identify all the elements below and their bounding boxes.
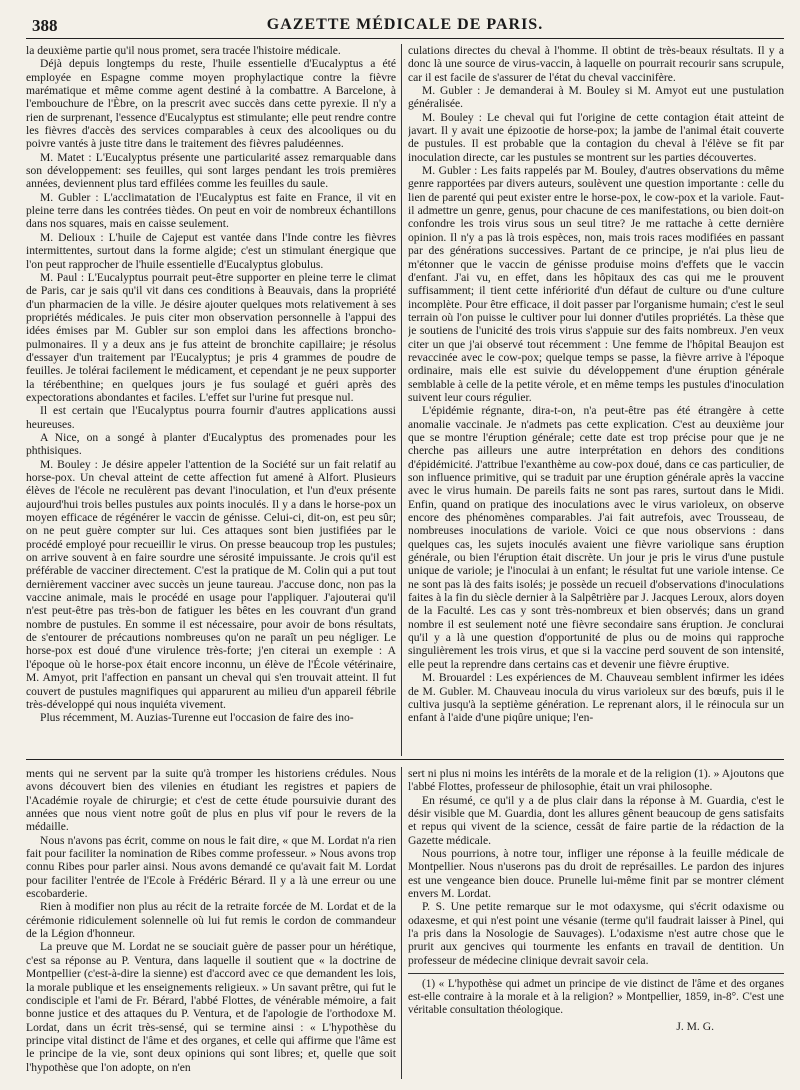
column-divider	[401, 44, 402, 756]
upper-right-column	[408, 44, 784, 756]
paragraph: Plus récemment, M. Auzias-Turenne eut l'occasion de faire des ino-	[40, 711, 354, 725]
lower-right-column	[408, 767, 784, 1079]
paragraph: M. Gubler : Les faits rappelés par M. Bouley, d'autres observations du même genre rapportées par divers auteurs, soulèvent une question importante : celle du lien de parenté qui peut exister entre le horse-pox, le cow-pox et la variole. Faut-il admettre un genre, genus, pour chacune de ces manifestations, ou bien doit-on confondre les trois virus sous un seul titre? Je me rattache à cette dernière opinion. Il n'y a pas là trois espèces, non, mais trois races modifiées en passant par des générations successives. Partant de ce principe, je n'ai plus lieu de m'étonner que le vaccin de génisse produise moins d'effets que le vaccin d'enfant. J'ai vu, en effet, dans les hôpitaux des cas qui me le prouvent suffisamment; il tient cette infériorité d'un défaut de culture ou d'une culture incomplète. Pour être efficace, il doit passer par l'organisme humain; c'est le seul terrain où l'on puisse le cultiver pour lui donner d'utiles propriétés. La thèse que je soutiens de l'unicité des trois virus s'appuie sur des faits nombreux. J'en veux citer un que j'ai observé tout récemment : Une femme de l'hôpital Beaujon est revaccinée avec le cow-pox; quelque temps se passe, la fièvre arrive à l'époque ordinaire, mais elle est suivie du développement d'une éruption générale semblable à celle de la petite vérole, et en même temps les pustules d'inoculation suivent leur cours régulier.	[408, 164, 784, 404]
paragraph: Nous pourrions, à notre tour, infliger une réponse à la feuille médicale de Montpellier. Nous n'userons pas du droit de représailles. Le pardon des injures est une vengeance bien douce. Prunelle lui-même finit par se montrer clément envers M. Lordat.	[408, 847, 784, 901]
upper-left-column	[26, 44, 396, 756]
newspaper-page	[26, 10, 784, 1082]
paragraph: Il est certain que l'Eucalyptus pourra fournir d'autres applications aussi heureuses.	[26, 404, 396, 431]
paragraph: M. Bouley : Le cheval qui fut l'origine de cette contagion était atteint de javart. Il y avait une épizootie de horse-pox; la jambe de l'animal était couverte de pustules. Il est probable que la contagion du cheval à l'élève se fit par inoculation directe, car les pustules se montrent sur les parties découvertes.	[408, 110, 784, 164]
section-divider	[26, 759, 784, 760]
footnote: (1) « L'hypothèse qui admet un principe de vie distinct de l'âme et des organes est-elle contraire à la morale et à la religion? » Montpellier, 1859, in-8°. C'est une véritable consultation théologique.	[408, 978, 784, 1017]
paragraph: La preuve que M. Lordat ne se souciait guère de passer pour un hérétique, c'est sa réponse au P. Ventura, dans laquelle il soutient que « la doctrine de Montpellier (c'est-à-dire la sienne) est d'accord avec ce que demandent les lois, la morale publique et les enseignements religieux. » Un savant prêtre, qui fut le condisciple et l'ami de Fr. Bérard, l'abbé Flottes, de vénérable mémoire, a fait bonne justice et des attaques du P. Ventura, et de l'apologie de l'orthodoxe M. Lordat, dans un écrit très-sensé, qui se termine ainsi : « L'hypothèse du principe vital distinct de l'âme et des organes, et celle qui affirme que l'âme est le principe de la vie, sont deux opinions qui sont libres; et, quelle que soit l'hypothèse que l'on adopte, on n'en	[26, 940, 396, 1074]
paragraph: En résumé, ce qu'il y a de plus clair dans la réponse à M. Guardia, c'est le désir visible que M. Guardia, dont les allures gênent beaucoup de gens satisfaits et repus qui vivent de la science, cessât de faire partie de la rédaction de la Gazette médicale.	[408, 793, 784, 847]
paragraph: culations directes du cheval à l'homme. Il obtint de très-beaux résultats. Il y a donc là une source de virus-vaccin, à laquelle on pourrait recourir sans scrupule, car il est facile de s'assurer de l'état du cheval vaccinifère.	[408, 44, 784, 84]
paragraph: L'épidémie régnante, dira-t-on, n'a peut-être pas été étrangère à cette anomalie vaccinale. Je n'admets pas cette explication. C'est au deuxième jour que se montre l'éruption générale; cette date est trop précise pour que je ne cherche pas ailleurs une autre interprétation en dehors des conditions d'épidémicité. J'attribue l'exanthème au cow-pox doué, dans ce cas particulier, de son influence primitive, qui se traduit par une éruption générale après la vaccine avec le virus humain. De pareils faits ne sont pas rares, surtout dans le Midi. Enfin, quand on pratique des inoculations avec le virus varioleux, on observe encore des phénomènes comparables. J'ai fait autrefois, avec Trousseau, de nombreuses inoculations de variole. Voici ce que nous observions : dans quelques cas, les sujets inoculés avaient une fièvre variolique sans éruption générale, ou bien l'éruption était discrète. Un jour je pris le virus d'une pustule unique de variole; je l'inoculai à un enfant; le résultat fut une variole intense. Ce ne sont pas là des faits isolés; je possède un recueil d'observations d'inoculations faites à la fin du siècle dernier à la Salpêtrière par J. Jacques Leroux, alors doyen de la Faculté. Les cas y sont très-nombreux et bien observés; dans un grand nombre il est seulement noté une fièvre secondaire sans éruption. Je conclurai qu'il y a là une question d'opportunité de plus ou de moins qui rapproche singulièrement les trois virus, et que si la vaccine perd souvent de son intensité, elle peut la reprendre dans certains cas et devenir une fièvre éruptive.	[408, 404, 784, 671]
header-rule	[26, 38, 784, 39]
paragraph: ments qui ne servent par la suite qu'à tromper les historiens crédules. Nous avons découvert bien des vilenies en étudiant les registres et papiers de l'Académie royale de chirurgie; et c'est de cette étude poursuivie durant des années que nous vient notre goût de plus en plus vif pour le revers de la médaille.	[26, 767, 396, 834]
paragraph: M. Brouardel : Les expériences de M. Chauveau semblent infirmer les idées de M. Gubler. M. Chauveau inocula du virus varioleux sur des bœufs, puis il le cultiva jusqu'à la septième génération. Le reprenant alors, il le réinocula sur un enfant à l'aide d'une piqûre unique; l'en-	[408, 671, 784, 725]
paragraph: A Nice, on a songé à planter d'Eucalyptus des promenades pour les phthisiques.	[26, 430, 396, 458]
running-title: GAZETTE MÉDICALE DE PARIS.	[266, 16, 544, 33]
footnote-rule	[408, 973, 784, 974]
lower-section	[26, 767, 784, 1079]
paragraph: M. Bouley : Je désire appeler l'attention de la Société sur un fait relatif au horse-pox. Un cheval atteint de cette affection fut amené à Alfort. Plusieurs élèves de l'école ne reculèrent pas devant l'inoculation, et l'un d'eux présente aujourd'hui trois belles pustules aux points inoculés. Il y a dans le horse-pox un moyen efficace de régénérer le vaccin de génisse. Celui-ci, dit-on, est peu sûr; on ne peut guère compter sur lui. Ces attaques sont bien justifiées par le procédé employé pour recueillir le virus. On presse beaucoup trop les pustules; on arrive souvent à en faire sourdre une sérosité impuissante. Je crois qu'il est préférable de vacciner directement. C'est la pratique de M. Colin qui a put tout dernièrement vacciner avec succès un jeune taureau. J'accuse donc, non pas la vaccine animale, mais le procédé en usage pour l'appliquer. J'ajouterai qu'il n'est peut-être pas très-bon de fatiguer les bêtes en les couvrant d'un grand nombre de pustules. En somme il est nécessaire, pour avoir de bons résultats, de s'entourer de précautions nombreuses qu'on ne paraît un peu négliger. Le horse-pox est doué d'une virulence très-forte; j'en citerai un exemple : A l'époque où le horse-pox était encore inconnu, un élève de l'École vétérinaire, M. Amyot, prit l'affection en pansant un cheval qui s'en trouvait atteint. Il fut couvert de pustules magnifiques qui apparurent au milieu d'un appareil fébrile très-développé qui nous inquiéta vivement.	[26, 457, 396, 711]
page-number: 388	[32, 16, 58, 35]
paragraph: P. S. Une petite remarque sur le mot odaxysme, qui s'écrit odaxisme ou odaxesme, et qui n'est point une vésanie (terme qu'il faudrait laisser à Pinel, qui l'a pris dans la Nosologie de Sauvages). L'odaxisme n'est autre chose que le prurit aux gencives qui tourmente les enfants en travail de dentition. Un professeur de médecine clinique devrait savoir cela.	[408, 900, 784, 967]
paragraph: M. Gubler : L'acclimatation de l'Eucalyptus est faite en France, il vit en pleine terre dans les contrées tièdes. On peut en voir de nombreux échantillons dans nos squares, mais en caisse seulement.	[26, 190, 396, 231]
paragraph: Déjà depuis longtemps du reste, l'huile essentielle d'Eucalyptus a été employée en Espagne comme moyen prophylactique contre la fièvre marématique et même comme agent destiné à la combattre. A Barcelone, à l'embouchure de l'Èbre, on la prescrit avec succès dans cette pyrexie. Il n'y a rien de surprenant, l'essence d'Eucalyptus est stimulante; elle peut rendre contre les fièvres d'accès des services comparables à ceux des alcooliques ou du poivre vantés à juste titre dans le traitement des fièvres paludéennes.	[26, 57, 396, 151]
lower-left-column	[26, 767, 396, 1079]
paragraph: Rien à modifier non plus au récit de la retraite forcée de M. Lordat et de la cérémonie ridiculement solennelle où lui fut remis le cordon de commandeur de la Légion d'honneur.	[26, 900, 396, 941]
page-header	[26, 10, 784, 36]
paragraph: sert ni plus ni moins les intérêts de la morale et de la religion (1). » Ajoutons que l'abbé Flottes, professeur de philosophie, était un vrai philosophe.	[408, 767, 784, 794]
column-divider	[401, 767, 402, 1079]
paragraph: M. Matet : L'Eucalyptus présente une particularité assez remarquable dans son développement: ses feuilles, qui sont larges pendant les trois premières années, deviennent plus tard effilées comme les feuilles du saule.	[26, 150, 396, 191]
paragraph: M. Gubler : Je demanderai à M. Bouley si M. Amyot eut une pustulation généralisée.	[408, 84, 784, 111]
paragraph: la deuxième partie qu'il nous promet, sera tracée l'histoire médicale.	[26, 44, 341, 57]
paragraph: M. Paul : L'Eucalyptus pourrait peut-être supporter en pleine terre le climat de Paris, car je sais qu'il vit dans ces conditions à Beauvais, dans la propriété d'un pharmacien de la ville. Je désire ajouter quelques mots relativement à ses propriétés médicales. Je puis citer mon observation personnelle à l'appui des idées émises par M. Gubler sur son emploi dans les affections broncho-pulmonaires. Il y a deux ans je fus atteint de bronchite capillaire; je résolus d'essayer d'un traitement par l'Eucalyptus; je pris 4 grammes de poudre de feuilles. Je tolérai facilement le médicament, et cependant je ne peux supporter la térébenthine; en quelques jours je fus soulagé et guéri après des expectorations abondantes et faciles. L'effet sur l'urine fut presque nul.	[26, 270, 396, 404]
paragraph: M. Delioux : L'huile de Cajeput est vantée dans l'Inde contre les fièvres intermittentes, surtout dans la forme algide; c'est un stimulant énergique que l'on peut rapprocher de l'huile essentielle d'Eucalyptus globulus.	[26, 230, 396, 271]
paragraph: Nous n'avons pas écrit, comme on nous le fait dire, « que M. Lordat n'a rien fait pour faciliter la nomination de Ribes comme professeur. » Nous avons trop connu Ribes pour parler ainsi. Nous avons demandé ce qu'avait fait M. Lordat pour faciliter l'entrée de l'Ecole à Frédéric Bérard. Il y a là une erreur ou une escobarderie.	[26, 833, 396, 901]
signature: J. M. G.	[676, 1020, 714, 1034]
upper-section	[26, 44, 784, 756]
